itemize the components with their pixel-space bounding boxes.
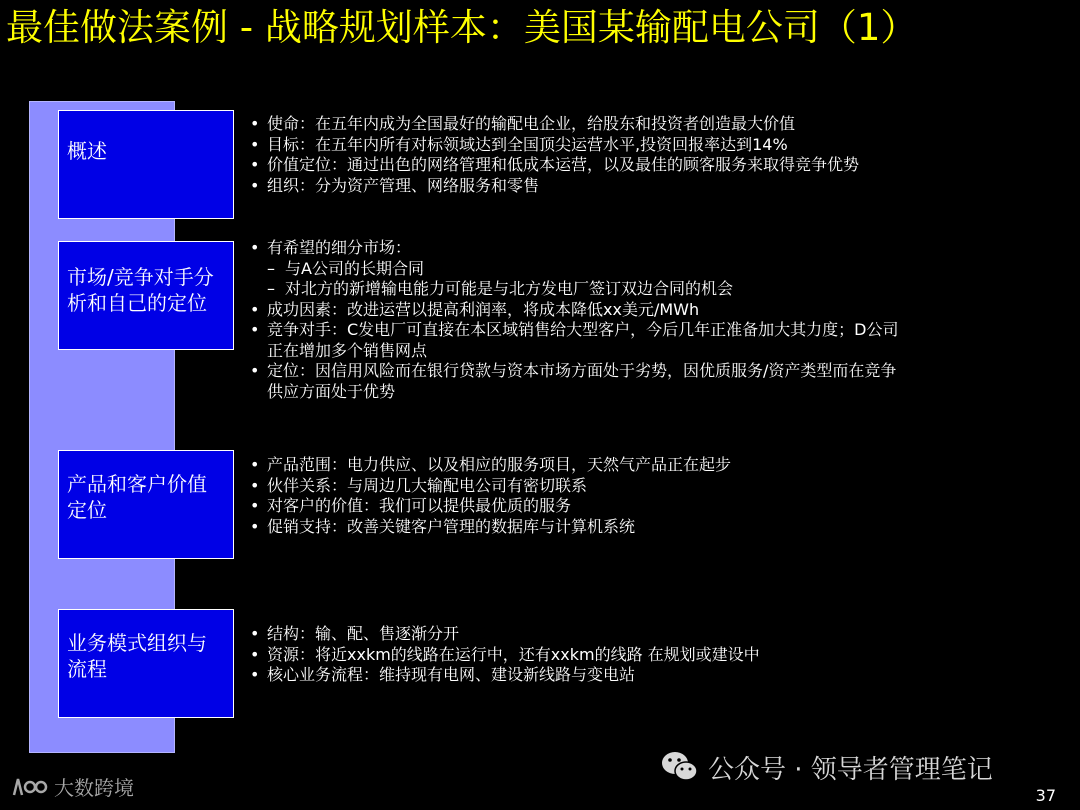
bullet: • <box>250 361 260 380</box>
section-label-line: 市场/竞争对手分 <box>67 265 214 289</box>
dash: – <box>267 279 275 298</box>
section-label-business-model <box>58 609 234 718</box>
section-label-line: 产品和客户价值 <box>67 472 207 496</box>
list-item: • 对客户的价值：我们可以提供最优质的服务 <box>250 496 572 515</box>
bullet: • <box>250 455 260 474</box>
section-label-market-positioning <box>58 241 234 350</box>
bullet: • <box>250 496 260 515</box>
list-item: • 资源：将近xxkm的线路在运行中，还有xxkm的线路 在规划或建设中 <box>250 644 760 664</box>
section-content-business-model <box>249 624 1039 686</box>
section-content-market-positioning <box>249 238 1039 402</box>
wechat-watermark <box>660 748 993 786</box>
section-label-line: 流程 <box>67 657 107 681</box>
brand-text: 大数跨境 <box>54 776 134 800</box>
bullet: • <box>250 475 260 495</box>
list-item: • 价值定位：通过出色的网络管理和低成本运营，以及最佳的顾客服务来取得竞争优势 <box>250 155 860 174</box>
list-item: • 使命：在五年内成为全国最好的输配电企业，给股东和投资者创造最大价值 <box>250 114 796 133</box>
list-item: • 伙伴关系：与周边几大输配电公司有密切联系 <box>250 475 588 495</box>
dash: – <box>267 258 275 278</box>
dashuju-logo-icon <box>10 773 50 801</box>
bullet: • <box>250 175 260 195</box>
watermark-text: 公众号 · 领导者管理笔记 <box>708 754 993 785</box>
sub-list-item: – 对北方的新增输电能力可能是与北方发电厂签订双边合同的机会 <box>267 279 734 298</box>
list-item: • 定位：因信用风险而在银行贷款与资本市场方面处于劣势，因优质服务/资产类型而在竞争 供应方面处于优势 <box>250 361 897 401</box>
list-item: • 组织：分为资产管理、网络服务和零售 <box>250 175 540 195</box>
bullet: • <box>250 320 260 339</box>
section-label-line: 析和自己的定位 <box>67 291 207 315</box>
section-label-product-value <box>58 450 234 559</box>
list-item: • 核心业务流程：维持现有电网、建设新线路与变电站 <box>250 665 636 684</box>
list-item: • 有希望的细分市场： <box>250 238 412 257</box>
wechat-icon <box>660 750 700 784</box>
bullet: • <box>250 134 260 154</box>
list-item: • 成功因素：改进运营以提高利润率，将成本降低xx美元/MWh <box>250 299 700 319</box>
list-item: • 竞争对手：C发电厂可直接在本区域销售给大型客户，今后几年正准备加大其力度；D公司 正在增加多个销售网点 <box>250 320 899 360</box>
section-content-product-value <box>249 455 1039 537</box>
section-label-line: 业务模式组织与 <box>67 631 207 655</box>
section-label-line: 概述 <box>67 139 107 163</box>
bullet: • <box>250 238 260 257</box>
bullet: • <box>250 624 260 643</box>
brand-logo <box>10 772 134 801</box>
slide-title: 最佳做法案例 - 战略规划样本：美国某输配电公司（1） <box>6 6 918 49</box>
bullet: • <box>250 155 260 174</box>
bullet: • <box>250 114 260 133</box>
bullet: • <box>250 299 260 319</box>
list-item: • 目标：在五年内所有对标领域达到全国顶尖运营水平,投资回报率达到14% <box>250 134 788 154</box>
list-item: • 促销支持：改善关键客户管理的数据库与计算机系统 <box>250 516 636 536</box>
list-item: • 产品范围：电力供应、以及相应的服务项目，天然气产品正在起步 <box>250 455 732 474</box>
sub-list-item: – 与A公司的长期合同 <box>267 258 424 278</box>
section-label-line: 定位 <box>67 498 107 522</box>
bullet: • <box>250 644 260 664</box>
bullet: • <box>250 516 260 536</box>
section-content-overview <box>249 114 1039 196</box>
list-item: • 结构：输、配、售逐渐分开 <box>250 624 460 643</box>
section-label-overview <box>58 110 234 219</box>
page-number: 37 <box>1035 786 1056 805</box>
bullet: • <box>250 665 260 684</box>
